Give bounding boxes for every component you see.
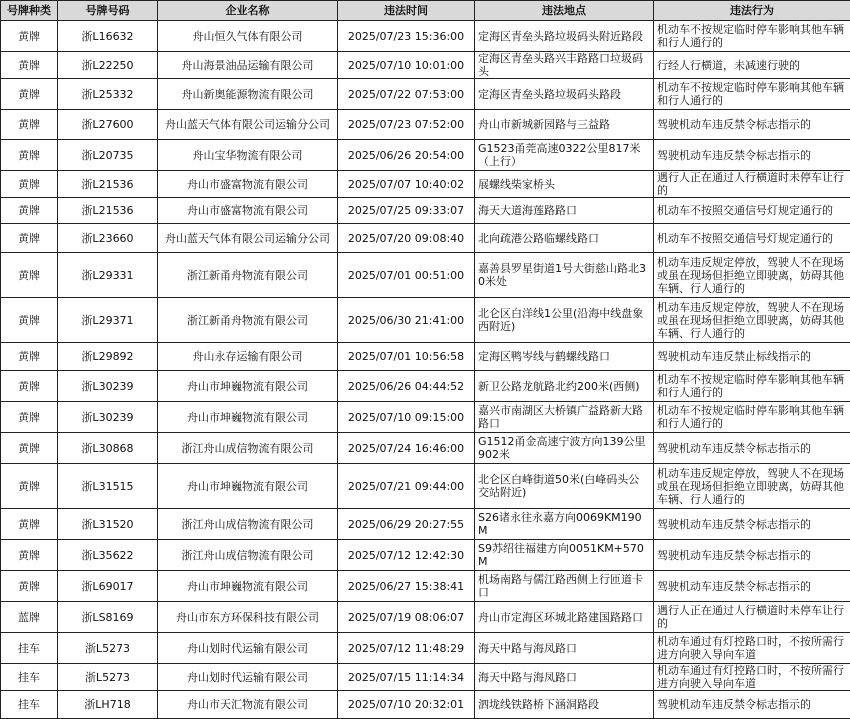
company-cell: 舟山划时代运输有限公司 xyxy=(158,633,338,664)
company-cell: 舟山市盛富物流有限公司 xyxy=(158,171,338,198)
time-cell: 2025/06/30 21:41:00 xyxy=(338,298,475,343)
location-cell: 定海区青垒头路垃圾码头路段 xyxy=(475,79,654,110)
company-cell: 舟山蓝天气体有限公司运输分公司 xyxy=(158,110,338,140)
plate-type-cell: 挂车 xyxy=(1,664,58,691)
violation-cell: 行经人行横道，未减速行驶的 xyxy=(654,52,850,79)
table-row xyxy=(1,52,850,79)
location-cell: 新卫公路龙航路北约200米(西侧) xyxy=(475,371,654,402)
time-cell: 2025/06/29 20:27:55 xyxy=(338,509,475,540)
table-row xyxy=(1,602,850,633)
time-cell: 2025/07/21 09:44:00 xyxy=(338,464,475,509)
plate-number-cell: 浙L29331 xyxy=(58,253,158,298)
plate-type-cell: 黄牌 xyxy=(1,509,58,540)
company-cell: 舟山新奥能源物流有限公司 xyxy=(158,79,338,110)
header-plate-number: 号牌号码 xyxy=(58,1,158,21)
table-row xyxy=(1,140,850,171)
company-cell: 舟山市盛富物流有限公司 xyxy=(158,198,338,224)
table-row xyxy=(1,79,850,110)
plate-type-cell: 蓝牌 xyxy=(1,602,58,633)
location-cell: 北仑区白峰街道50米(白峰码头公交站附近) xyxy=(475,464,654,509)
plate-type-cell: 黄牌 xyxy=(1,224,58,253)
plate-type-cell: 黄牌 xyxy=(1,343,58,371)
company-cell: 舟山蓝天气体有限公司运输分公司 xyxy=(158,224,338,253)
plate-number-cell: 浙L30868 xyxy=(58,433,158,464)
plate-type-cell: 黄牌 xyxy=(1,21,58,52)
violation-cell: 驾驶机动车违反禁令标志指示的 xyxy=(654,140,850,171)
plate-number-cell: 浙L35622 xyxy=(58,540,158,571)
time-cell: 2025/07/25 09:33:07 xyxy=(338,198,475,224)
violation-cell: 驾驶机动车违反禁令标志指示的 xyxy=(654,691,850,719)
plate-number-cell: 浙L21536 xyxy=(58,198,158,224)
table-row xyxy=(1,110,850,140)
time-cell: 2025/07/01 10:56:58 xyxy=(338,343,475,371)
violation-cell: 机动车不按规定临时停车影响其他车辆和行人通行的 xyxy=(654,402,850,433)
header-time: 违法时间 xyxy=(338,1,475,21)
location-cell: 海天中路与海凤路口 xyxy=(475,633,654,664)
table-row xyxy=(1,402,850,433)
time-cell: 2025/06/26 04:44:52 xyxy=(338,371,475,402)
time-cell: 2025/07/10 10:01:00 xyxy=(338,52,475,79)
violation-cell: 机动车不按规定临时停车影响其他车辆和行人通行的 xyxy=(654,371,850,402)
table-row xyxy=(1,664,850,691)
header-company: 企业名称 xyxy=(158,1,338,21)
time-cell: 2025/07/12 12:42:30 xyxy=(338,540,475,571)
plate-number-cell: 浙LS8169 xyxy=(58,602,158,633)
violation-cell: 机动车不按照交通信号灯规定通行的 xyxy=(654,198,850,224)
company-cell: 舟山海景油品运输有限公司 xyxy=(158,52,338,79)
table-row xyxy=(1,433,850,464)
plate-type-cell: 挂车 xyxy=(1,691,58,719)
time-cell: 2025/07/01 00:51:00 xyxy=(338,253,475,298)
plate-number-cell: 浙L31515 xyxy=(58,464,158,509)
location-cell: 海天大道海莲路路口 xyxy=(475,198,654,224)
time-cell: 2025/07/10 20:32:01 xyxy=(338,691,475,719)
company-cell: 舟山宝华物流有限公司 xyxy=(158,140,338,171)
header-violation: 违法行为 xyxy=(654,1,850,21)
location-cell: 定海区青垒头路兴丰路路口垃圾码头 xyxy=(475,52,654,79)
plate-type-cell: 黄牌 xyxy=(1,464,58,509)
time-cell: 2025/07/24 16:46:00 xyxy=(338,433,475,464)
table-row xyxy=(1,633,850,664)
header-plate-type: 号牌种类 xyxy=(1,1,58,21)
location-cell: 泗垅线铁路桥下涵洞路段 xyxy=(475,691,654,719)
plate-number-cell: 浙L25332 xyxy=(58,79,158,110)
plate-number-cell: 浙L31520 xyxy=(58,509,158,540)
company-cell: 舟山市坤巍物流有限公司 xyxy=(158,371,338,402)
location-cell: S9苏绍往福建方向0051KM+570M xyxy=(475,540,654,571)
plate-type-cell: 黄牌 xyxy=(1,198,58,224)
company-cell: 舟山恒久气体有限公司 xyxy=(158,21,338,52)
table-row xyxy=(1,464,850,509)
location-cell: 北仑区白洋线1公里(沿海中线盘象西附近) xyxy=(475,298,654,343)
location-cell: 海天中路与海凤路口 xyxy=(475,664,654,691)
plate-number-cell: 浙LH718 xyxy=(58,691,158,719)
plate-type-cell: 黄牌 xyxy=(1,298,58,343)
time-cell: 2025/07/20 09:08:40 xyxy=(338,224,475,253)
table-row xyxy=(1,371,850,402)
violation-cell: 机动车不按规定临时停车影响其他车辆和行人通行的 xyxy=(654,21,850,52)
violation-cell: 驾驶机动车违反禁止标线指示的 xyxy=(654,343,850,371)
plate-number-cell: 浙L30239 xyxy=(58,402,158,433)
plate-type-cell: 黄牌 xyxy=(1,433,58,464)
location-cell: G1512甬金高速宁波方向139公里902米 xyxy=(475,433,654,464)
company-cell: 浙江新甬舟物流有限公司 xyxy=(158,253,338,298)
plate-type-cell: 黄牌 xyxy=(1,171,58,198)
plate-number-cell: 浙L22250 xyxy=(58,52,158,79)
location-cell: 舟山市定海区环城北路建国路路口 xyxy=(475,602,654,633)
plate-type-cell: 黄牌 xyxy=(1,371,58,402)
table-row xyxy=(1,298,850,343)
violation-cell: 机动车违反规定停放，驾驶人不在现场或虽在现场但拒绝立即驶离，妨碍其他车辆、行人通行的 xyxy=(654,464,850,509)
location-cell: 定海区鸭岑线与鹤螺线路口 xyxy=(475,343,654,371)
plate-type-cell: 黄牌 xyxy=(1,253,58,298)
violation-cell: 驾驶机动车违反禁令标志指示的 xyxy=(654,540,850,571)
plate-type-cell: 黄牌 xyxy=(1,79,58,110)
location-cell: 嘉善县罗星街道1号大街慈山路北30米处 xyxy=(475,253,654,298)
time-cell: 2025/07/07 10:40:02 xyxy=(338,171,475,198)
violation-cell: 机动车不按规定临时停车影响其他车辆和行人通行的 xyxy=(654,79,850,110)
plate-type-cell: 黄牌 xyxy=(1,52,58,79)
time-cell: 2025/07/22 07:53:00 xyxy=(338,79,475,110)
plate-type-cell: 黄牌 xyxy=(1,571,58,602)
company-cell: 浙江新甬舟物流有限公司 xyxy=(158,298,338,343)
table-row xyxy=(1,540,850,571)
location-cell: 机场南路与儒江路西侧上行匝道卡口 xyxy=(475,571,654,602)
plate-type-cell: 黄牌 xyxy=(1,402,58,433)
table-row xyxy=(1,198,850,224)
violation-cell: 机动车违反规定停放，驾驶人不在现场或虽在现场但拒绝立即驶离，妨碍其他车辆、行人通行的 xyxy=(654,253,850,298)
violation-cell: 驾驶机动车违反禁令标志指示的 xyxy=(654,571,850,602)
violation-cell: 驾驶机动车违反禁令标志指示的 xyxy=(654,509,850,540)
plate-number-cell: 浙L16632 xyxy=(58,21,158,52)
header-location: 违法地点 xyxy=(475,1,654,21)
header-row xyxy=(1,1,850,21)
table-row xyxy=(1,224,850,253)
table-row xyxy=(1,571,850,602)
violation-cell: 机动车不按照交通信号灯规定通行的 xyxy=(654,224,850,253)
company-cell: 浙江舟山成信物流有限公司 xyxy=(158,509,338,540)
plate-number-cell: 浙L20735 xyxy=(58,140,158,171)
plate-type-cell: 黄牌 xyxy=(1,140,58,171)
plate-number-cell: 浙L23660 xyxy=(58,224,158,253)
plate-number-cell: 浙L5273 xyxy=(58,664,158,691)
company-cell: 舟山市坤巍物流有限公司 xyxy=(158,571,338,602)
time-cell: 2025/07/15 11:14:34 xyxy=(338,664,475,691)
plate-type-cell: 黄牌 xyxy=(1,540,58,571)
violation-cell: 遇行人正在通过人行横道时未停车让行的 xyxy=(654,602,850,633)
plate-number-cell: 浙L30239 xyxy=(58,371,158,402)
time-cell: 2025/06/27 15:38:41 xyxy=(338,571,475,602)
company-cell: 舟山市坤巍物流有限公司 xyxy=(158,402,338,433)
location-cell: S26诸永往永嘉方向0069KM190M xyxy=(475,509,654,540)
time-cell: 2025/07/10 09:15:00 xyxy=(338,402,475,433)
company-cell: 舟山市东方环保科技有限公司 xyxy=(158,602,338,633)
company-cell: 舟山永存运输有限公司 xyxy=(158,343,338,371)
violation-cell: 机动车通过有灯控路口时，不按所需行进方向驶入导向车道 xyxy=(654,664,850,691)
location-cell: 展螺线柴家桥头 xyxy=(475,171,654,198)
table-row xyxy=(1,509,850,540)
company-cell: 舟山市天汇物流有限公司 xyxy=(158,691,338,719)
company-cell: 舟山市坤巍物流有限公司 xyxy=(158,464,338,509)
time-cell: 2025/07/23 07:52:00 xyxy=(338,110,475,140)
plate-number-cell: 浙L29371 xyxy=(58,298,158,343)
violation-cell: 驾驶机动车违反禁令标志指示的 xyxy=(654,110,850,140)
location-cell: 舟山市新城新园路与三益路 xyxy=(475,110,654,140)
time-cell: 2025/07/12 11:48:29 xyxy=(338,633,475,664)
company-cell: 舟山划时代运输有限公司 xyxy=(158,664,338,691)
violation-cell: 遇行人正在通过人行横道时未停车让行的 xyxy=(654,171,850,198)
time-cell: 2025/06/26 20:54:00 xyxy=(338,140,475,171)
location-cell: 北向疏港公路临螺线路口 xyxy=(475,224,654,253)
violation-cell: 机动车违反规定停放，驾驶人不在现场或虽在现场但拒绝立即驶离，妨碍其他车辆、行人通行的 xyxy=(654,298,850,343)
time-cell: 2025/07/23 15:36:00 xyxy=(338,21,475,52)
violation-cell: 驾驶机动车违反禁令标志指示的 xyxy=(654,433,850,464)
table-row xyxy=(1,21,850,52)
plate-number-cell: 浙L5273 xyxy=(58,633,158,664)
table-row xyxy=(1,691,850,719)
plate-type-cell: 挂车 xyxy=(1,633,58,664)
table-row xyxy=(1,171,850,198)
location-cell: 定海区青垒头路垃圾码头附近路段 xyxy=(475,21,654,52)
plate-number-cell: 浙L69017 xyxy=(58,571,158,602)
company-cell: 浙江舟山成信物流有限公司 xyxy=(158,540,338,571)
violation-cell: 机动车通过有灯控路口时，不按所需行进方向驶入导向车道 xyxy=(654,633,850,664)
plate-number-cell: 浙L29892 xyxy=(58,343,158,371)
table-row xyxy=(1,343,850,371)
location-cell: 嘉兴市南湖区大桥镇广益路新大路路口 xyxy=(475,402,654,433)
plate-number-cell: 浙L27600 xyxy=(58,110,158,140)
location-cell: G1523甬莞高速0322公里817米（上行） xyxy=(475,140,654,171)
table-row xyxy=(1,253,850,298)
time-cell: 2025/07/19 08:06:07 xyxy=(338,602,475,633)
plate-type-cell: 黄牌 xyxy=(1,110,58,140)
plate-number-cell: 浙L21536 xyxy=(58,171,158,198)
company-cell: 浙江舟山成信物流有限公司 xyxy=(158,433,338,464)
